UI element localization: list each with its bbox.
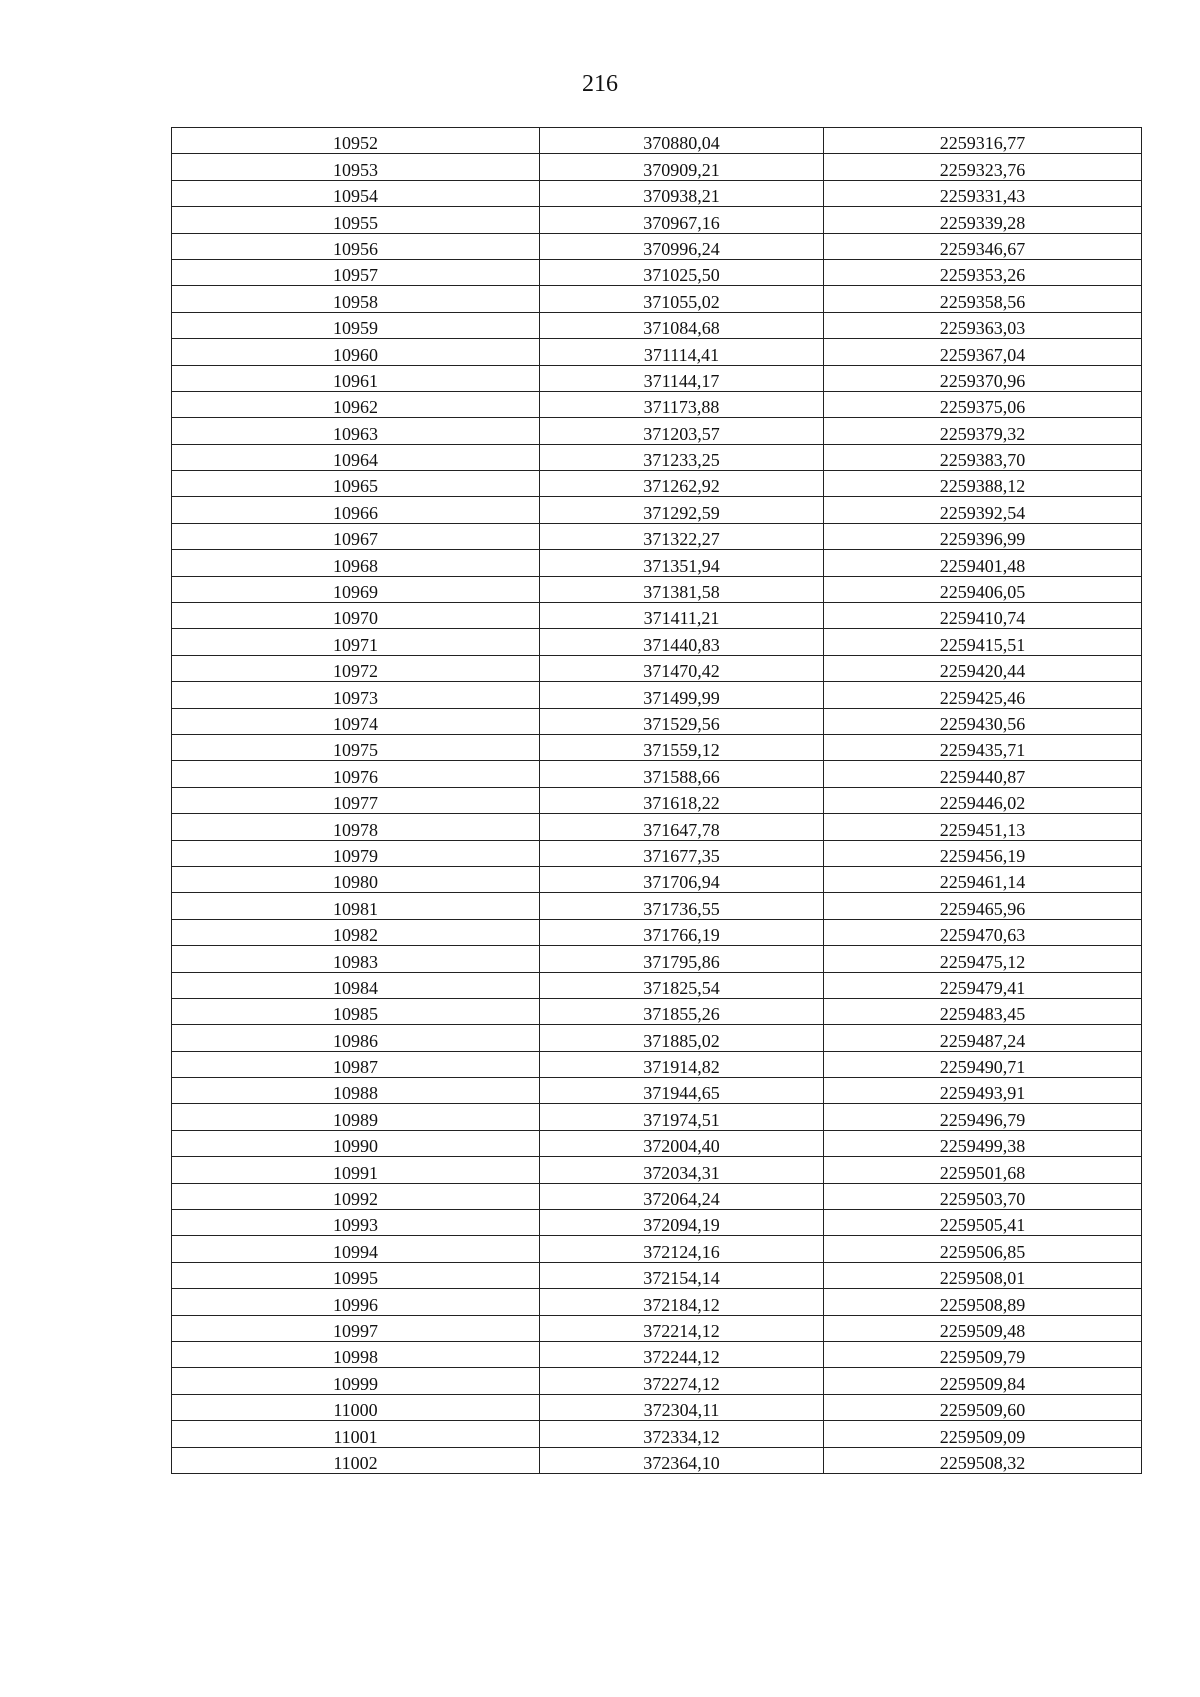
- x-coordinate-cell: 371795,86: [540, 946, 824, 972]
- y-coordinate-cell: 2259383,70: [824, 444, 1142, 470]
- point-number-cell: 10974: [172, 708, 540, 734]
- point-number-cell: 10987: [172, 1051, 540, 1077]
- x-coordinate-cell: 371381,58: [540, 576, 824, 602]
- table-row: [172, 1315, 1142, 1341]
- x-coordinate-cell: 371262,92: [540, 471, 824, 497]
- y-coordinate-cell: 2259479,41: [824, 972, 1142, 998]
- y-coordinate-cell: 2259509,09: [824, 1421, 1142, 1447]
- y-coordinate-cell: 2259401,48: [824, 550, 1142, 576]
- table-row: [172, 840, 1142, 866]
- y-coordinate-cell: 2259508,01: [824, 1262, 1142, 1288]
- y-coordinate-cell: 2259358,56: [824, 286, 1142, 312]
- y-coordinate-cell: 2259425,46: [824, 682, 1142, 708]
- x-coordinate-cell: 371292,59: [540, 497, 824, 523]
- table-row: [172, 1289, 1142, 1315]
- y-coordinate-cell: 2259363,03: [824, 312, 1142, 338]
- point-number-cell: 10996: [172, 1289, 540, 1315]
- table-row: [172, 576, 1142, 602]
- table-row: [172, 1183, 1142, 1209]
- table-row: [172, 998, 1142, 1024]
- y-coordinate-cell: 2259493,91: [824, 1078, 1142, 1104]
- table-row: [172, 523, 1142, 549]
- table-row: [172, 1447, 1142, 1473]
- point-number-cell: 10992: [172, 1183, 540, 1209]
- x-coordinate-cell: 372304,11: [540, 1394, 824, 1420]
- x-coordinate-cell: 372004,40: [540, 1130, 824, 1156]
- point-number-cell: 10964: [172, 444, 540, 470]
- y-coordinate-cell: 2259375,06: [824, 391, 1142, 417]
- x-coordinate-cell: 370996,24: [540, 233, 824, 259]
- point-number-cell: 10953: [172, 154, 540, 180]
- x-coordinate-cell: 371974,51: [540, 1104, 824, 1130]
- y-coordinate-cell: 2259346,67: [824, 233, 1142, 259]
- table-row: [172, 1394, 1142, 1420]
- table-row: [172, 550, 1142, 576]
- table-row: [172, 1421, 1142, 1447]
- point-number-cell: 10991: [172, 1157, 540, 1183]
- table-row: [172, 787, 1142, 813]
- table-row: [172, 1236, 1142, 1262]
- y-coordinate-cell: 2259451,13: [824, 814, 1142, 840]
- point-number-cell: 11001: [172, 1421, 540, 1447]
- x-coordinate-cell: 370938,21: [540, 180, 824, 206]
- point-number-cell: 10973: [172, 682, 540, 708]
- point-number-cell: 10997: [172, 1315, 540, 1341]
- page-number: 216: [582, 71, 618, 97]
- y-coordinate-cell: 2259379,32: [824, 418, 1142, 444]
- x-coordinate-cell: 370909,21: [540, 154, 824, 180]
- x-coordinate-cell: 371736,55: [540, 893, 824, 919]
- x-coordinate-cell: 372124,16: [540, 1236, 824, 1262]
- table-row: [172, 154, 1142, 180]
- table-row: [172, 866, 1142, 892]
- x-coordinate-cell: 371529,56: [540, 708, 824, 734]
- table-row: [172, 814, 1142, 840]
- point-number-cell: 10971: [172, 629, 540, 655]
- table-row: [172, 972, 1142, 998]
- y-coordinate-cell: 2259475,12: [824, 946, 1142, 972]
- x-coordinate-cell: 371499,99: [540, 682, 824, 708]
- table-row: [172, 1210, 1142, 1236]
- x-coordinate-cell: 371885,02: [540, 1025, 824, 1051]
- x-coordinate-cell: 371440,83: [540, 629, 824, 655]
- x-coordinate-cell: 372154,14: [540, 1262, 824, 1288]
- table-row: [172, 339, 1142, 365]
- table-row: [172, 734, 1142, 760]
- point-number-cell: 10999: [172, 1368, 540, 1394]
- y-coordinate-cell: 2259465,96: [824, 893, 1142, 919]
- point-number-cell: 10970: [172, 603, 540, 629]
- y-coordinate-cell: 2259501,68: [824, 1157, 1142, 1183]
- point-number-cell: 10990: [172, 1130, 540, 1156]
- point-number-cell: 10993: [172, 1210, 540, 1236]
- x-coordinate-cell: 371944,65: [540, 1078, 824, 1104]
- point-number-cell: 10961: [172, 365, 540, 391]
- point-number-cell: 10966: [172, 497, 540, 523]
- x-coordinate-cell: 372244,12: [540, 1341, 824, 1367]
- y-coordinate-cell: 2259505,41: [824, 1210, 1142, 1236]
- point-number-cell: 10960: [172, 339, 540, 365]
- point-number-cell: 10988: [172, 1078, 540, 1104]
- table-row: [172, 207, 1142, 233]
- point-number-cell: 10985: [172, 998, 540, 1024]
- point-number-cell: 10994: [172, 1236, 540, 1262]
- point-number-cell: 10962: [172, 391, 540, 417]
- table-row: [172, 1025, 1142, 1051]
- y-coordinate-cell: 2259508,89: [824, 1289, 1142, 1315]
- x-coordinate-cell: 372214,12: [540, 1315, 824, 1341]
- table-row: [172, 1341, 1142, 1367]
- y-coordinate-cell: 2259499,38: [824, 1130, 1142, 1156]
- x-coordinate-cell: 371351,94: [540, 550, 824, 576]
- point-number-cell: 10952: [172, 128, 540, 154]
- x-coordinate-cell: 371470,42: [540, 655, 824, 681]
- y-coordinate-cell: 2259508,32: [824, 1447, 1142, 1473]
- table-row: [172, 444, 1142, 470]
- point-number-cell: 10963: [172, 418, 540, 444]
- y-coordinate-cell: 2259396,99: [824, 523, 1142, 549]
- point-number-cell: 10972: [172, 655, 540, 681]
- point-number-cell: 10969: [172, 576, 540, 602]
- point-number-cell: 10989: [172, 1104, 540, 1130]
- table-row: [172, 233, 1142, 259]
- x-coordinate-cell: 371855,26: [540, 998, 824, 1024]
- table-row: [172, 1051, 1142, 1077]
- table-row: [172, 603, 1142, 629]
- point-number-cell: 10982: [172, 919, 540, 945]
- x-coordinate-cell: 372034,31: [540, 1157, 824, 1183]
- point-number-cell: 10959: [172, 312, 540, 338]
- y-coordinate-cell: 2259415,51: [824, 629, 1142, 655]
- table-row: [172, 1104, 1142, 1130]
- table-row: [172, 655, 1142, 681]
- x-coordinate-cell: 372274,12: [540, 1368, 824, 1394]
- point-number-cell: 10958: [172, 286, 540, 312]
- table-row: [172, 391, 1142, 417]
- y-coordinate-cell: 2259440,87: [824, 761, 1142, 787]
- table-row: [172, 312, 1142, 338]
- table-row: [172, 128, 1142, 154]
- x-coordinate-cell: 371203,57: [540, 418, 824, 444]
- x-coordinate-cell: 371766,19: [540, 919, 824, 945]
- x-coordinate-cell: 372094,19: [540, 1210, 824, 1236]
- x-coordinate-cell: 372184,12: [540, 1289, 824, 1315]
- table-row: [172, 761, 1142, 787]
- y-coordinate-cell: 2259461,14: [824, 866, 1142, 892]
- y-coordinate-cell: 2259323,76: [824, 154, 1142, 180]
- table-row: [172, 946, 1142, 972]
- point-number-cell: 11002: [172, 1447, 540, 1473]
- table-row: [172, 497, 1142, 523]
- x-coordinate-cell: 371825,54: [540, 972, 824, 998]
- table-row: [172, 1262, 1142, 1288]
- x-coordinate-cell: 371173,88: [540, 391, 824, 417]
- point-number-cell: 10976: [172, 761, 540, 787]
- point-number-cell: 10979: [172, 840, 540, 866]
- point-number-cell: 10955: [172, 207, 540, 233]
- table-row: [172, 893, 1142, 919]
- point-number-cell: 10956: [172, 233, 540, 259]
- y-coordinate-cell: 2259370,96: [824, 365, 1142, 391]
- point-number-cell: 11000: [172, 1394, 540, 1420]
- table-row: [172, 471, 1142, 497]
- y-coordinate-cell: 2259506,85: [824, 1236, 1142, 1262]
- x-coordinate-cell: 371559,12: [540, 734, 824, 760]
- table-row: [172, 180, 1142, 206]
- x-coordinate-cell: 371144,17: [540, 365, 824, 391]
- x-coordinate-cell: 371618,22: [540, 787, 824, 813]
- table-row: [172, 1157, 1142, 1183]
- x-coordinate-cell: 371588,66: [540, 761, 824, 787]
- table-row: [172, 629, 1142, 655]
- point-number-cell: 10977: [172, 787, 540, 813]
- table-row: [172, 708, 1142, 734]
- x-coordinate-cell: 372064,24: [540, 1183, 824, 1209]
- y-coordinate-cell: 2259509,60: [824, 1394, 1142, 1420]
- table-row: [172, 418, 1142, 444]
- point-number-cell: 10968: [172, 550, 540, 576]
- point-number-cell: 10984: [172, 972, 540, 998]
- point-number-cell: 10986: [172, 1025, 540, 1051]
- y-coordinate-cell: 2259392,54: [824, 497, 1142, 523]
- point-number-cell: 10983: [172, 946, 540, 972]
- x-coordinate-cell: 372364,10: [540, 1447, 824, 1473]
- point-number-cell: 10967: [172, 523, 540, 549]
- x-coordinate-cell: 371706,94: [540, 866, 824, 892]
- y-coordinate-cell: 2259339,28: [824, 207, 1142, 233]
- x-coordinate-cell: 371233,25: [540, 444, 824, 470]
- point-number-cell: 10980: [172, 866, 540, 892]
- table-row: [172, 682, 1142, 708]
- y-coordinate-cell: 2259388,12: [824, 471, 1142, 497]
- table-row: [172, 1078, 1142, 1104]
- y-coordinate-cell: 2259490,71: [824, 1051, 1142, 1077]
- x-coordinate-cell: 371914,82: [540, 1051, 824, 1077]
- point-number-cell: 10957: [172, 259, 540, 285]
- y-coordinate-cell: 2259509,48: [824, 1315, 1142, 1341]
- y-coordinate-cell: 2259509,79: [824, 1341, 1142, 1367]
- y-coordinate-cell: 2259487,24: [824, 1025, 1142, 1051]
- y-coordinate-cell: 2259316,77: [824, 128, 1142, 154]
- y-coordinate-cell: 2259406,05: [824, 576, 1142, 602]
- y-coordinate-cell: 2259470,63: [824, 919, 1142, 945]
- y-coordinate-cell: 2259496,79: [824, 1104, 1142, 1130]
- x-coordinate-cell: 371025,50: [540, 259, 824, 285]
- table-row: [172, 919, 1142, 945]
- x-coordinate-cell: 371677,35: [540, 840, 824, 866]
- y-coordinate-cell: 2259509,84: [824, 1368, 1142, 1394]
- y-coordinate-cell: 2259446,02: [824, 787, 1142, 813]
- x-coordinate-cell: 371084,68: [540, 312, 824, 338]
- x-coordinate-cell: 372334,12: [540, 1421, 824, 1447]
- x-coordinate-cell: 371411,21: [540, 603, 824, 629]
- x-coordinate-cell: 371322,27: [540, 523, 824, 549]
- point-number-cell: 10978: [172, 814, 540, 840]
- y-coordinate-cell: 2259483,45: [824, 998, 1142, 1024]
- y-coordinate-cell: 2259503,70: [824, 1183, 1142, 1209]
- x-coordinate-cell: 370880,04: [540, 128, 824, 154]
- y-coordinate-cell: 2259367,04: [824, 339, 1142, 365]
- x-coordinate-cell: 370967,16: [540, 207, 824, 233]
- y-coordinate-cell: 2259353,26: [824, 259, 1142, 285]
- point-number-cell: 10981: [172, 893, 540, 919]
- point-number-cell: 10975: [172, 734, 540, 760]
- x-coordinate-cell: 371055,02: [540, 286, 824, 312]
- y-coordinate-cell: 2259435,71: [824, 734, 1142, 760]
- point-number-cell: 10954: [172, 180, 540, 206]
- table-row: [172, 286, 1142, 312]
- point-number-cell: 10998: [172, 1341, 540, 1367]
- coordinates-table: [171, 127, 1142, 1474]
- coordinates-table-body: [172, 128, 1142, 1474]
- y-coordinate-cell: 2259430,56: [824, 708, 1142, 734]
- point-number-cell: 10995: [172, 1262, 540, 1288]
- table-row: [172, 1368, 1142, 1394]
- point-number-cell: 10965: [172, 471, 540, 497]
- table-row: [172, 1130, 1142, 1156]
- y-coordinate-cell: 2259410,74: [824, 603, 1142, 629]
- y-coordinate-cell: 2259331,43: [824, 180, 1142, 206]
- y-coordinate-cell: 2259420,44: [824, 655, 1142, 681]
- y-coordinate-cell: 2259456,19: [824, 840, 1142, 866]
- table-row: [172, 259, 1142, 285]
- table-row: [172, 365, 1142, 391]
- x-coordinate-cell: 371647,78: [540, 814, 824, 840]
- x-coordinate-cell: 371114,41: [540, 339, 824, 365]
